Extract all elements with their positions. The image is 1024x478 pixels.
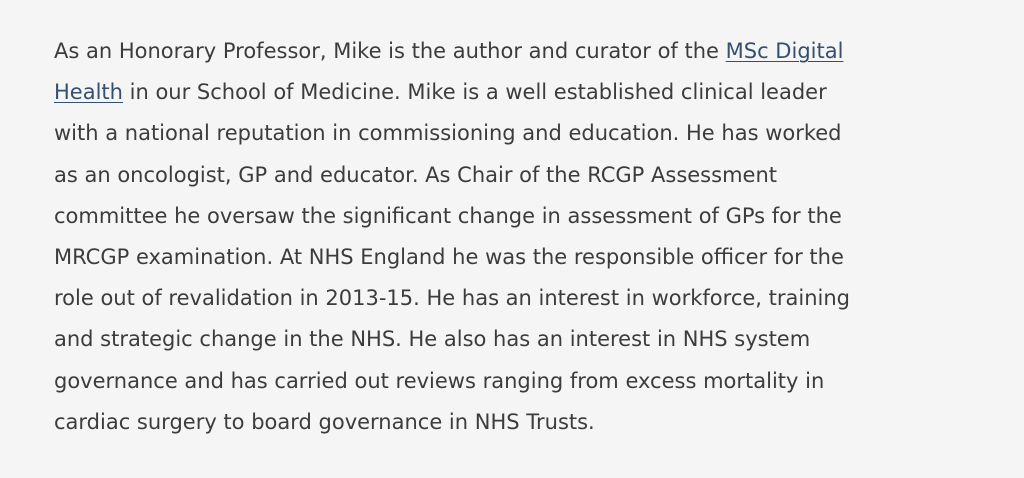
bio-line-10: cardiac surgery to board governance in NHS Trusts. — [54, 409, 595, 434]
bio-line-2 — [54, 72, 954, 113]
bio-line-6: MRCGP examination. At NHS England he was the responsible officer for the — [54, 245, 844, 270]
bio-line-9: governance and has carried out reviews ranging from excess mortality in — [54, 368, 825, 393]
bio-line-8: and strategic change in the NHS. He also has an interest in NHS system — [54, 327, 811, 352]
biography-paragraph — [54, 31, 954, 443]
bio-line-5: committee he oversaw the significant change in assessment of GPs for the — [54, 203, 842, 228]
bio-line-3: with a national reputation in commissioning and education. He has worked — [54, 121, 842, 146]
msc-digital-health-link-part1[interactable]: MSc Digital — [725, 39, 844, 63]
msc-digital-health-link-part2[interactable]: Health — [54, 80, 123, 105]
bio-line-4: as an oncologist, GP and educator. As Chair of the RCGP Assessment — [54, 162, 777, 187]
bio-line-7: role out of revalidation in 2013-15. He has an interest in workforce, training — [54, 286, 851, 311]
bio-line-1 — [54, 31, 954, 72]
bio-text-2: in our School of Medicine. Mike is a well established clinical leader — [122, 80, 827, 105]
bio-text-1: As an Honorary Professor, Mike is the author and curator of the — [54, 39, 726, 63]
